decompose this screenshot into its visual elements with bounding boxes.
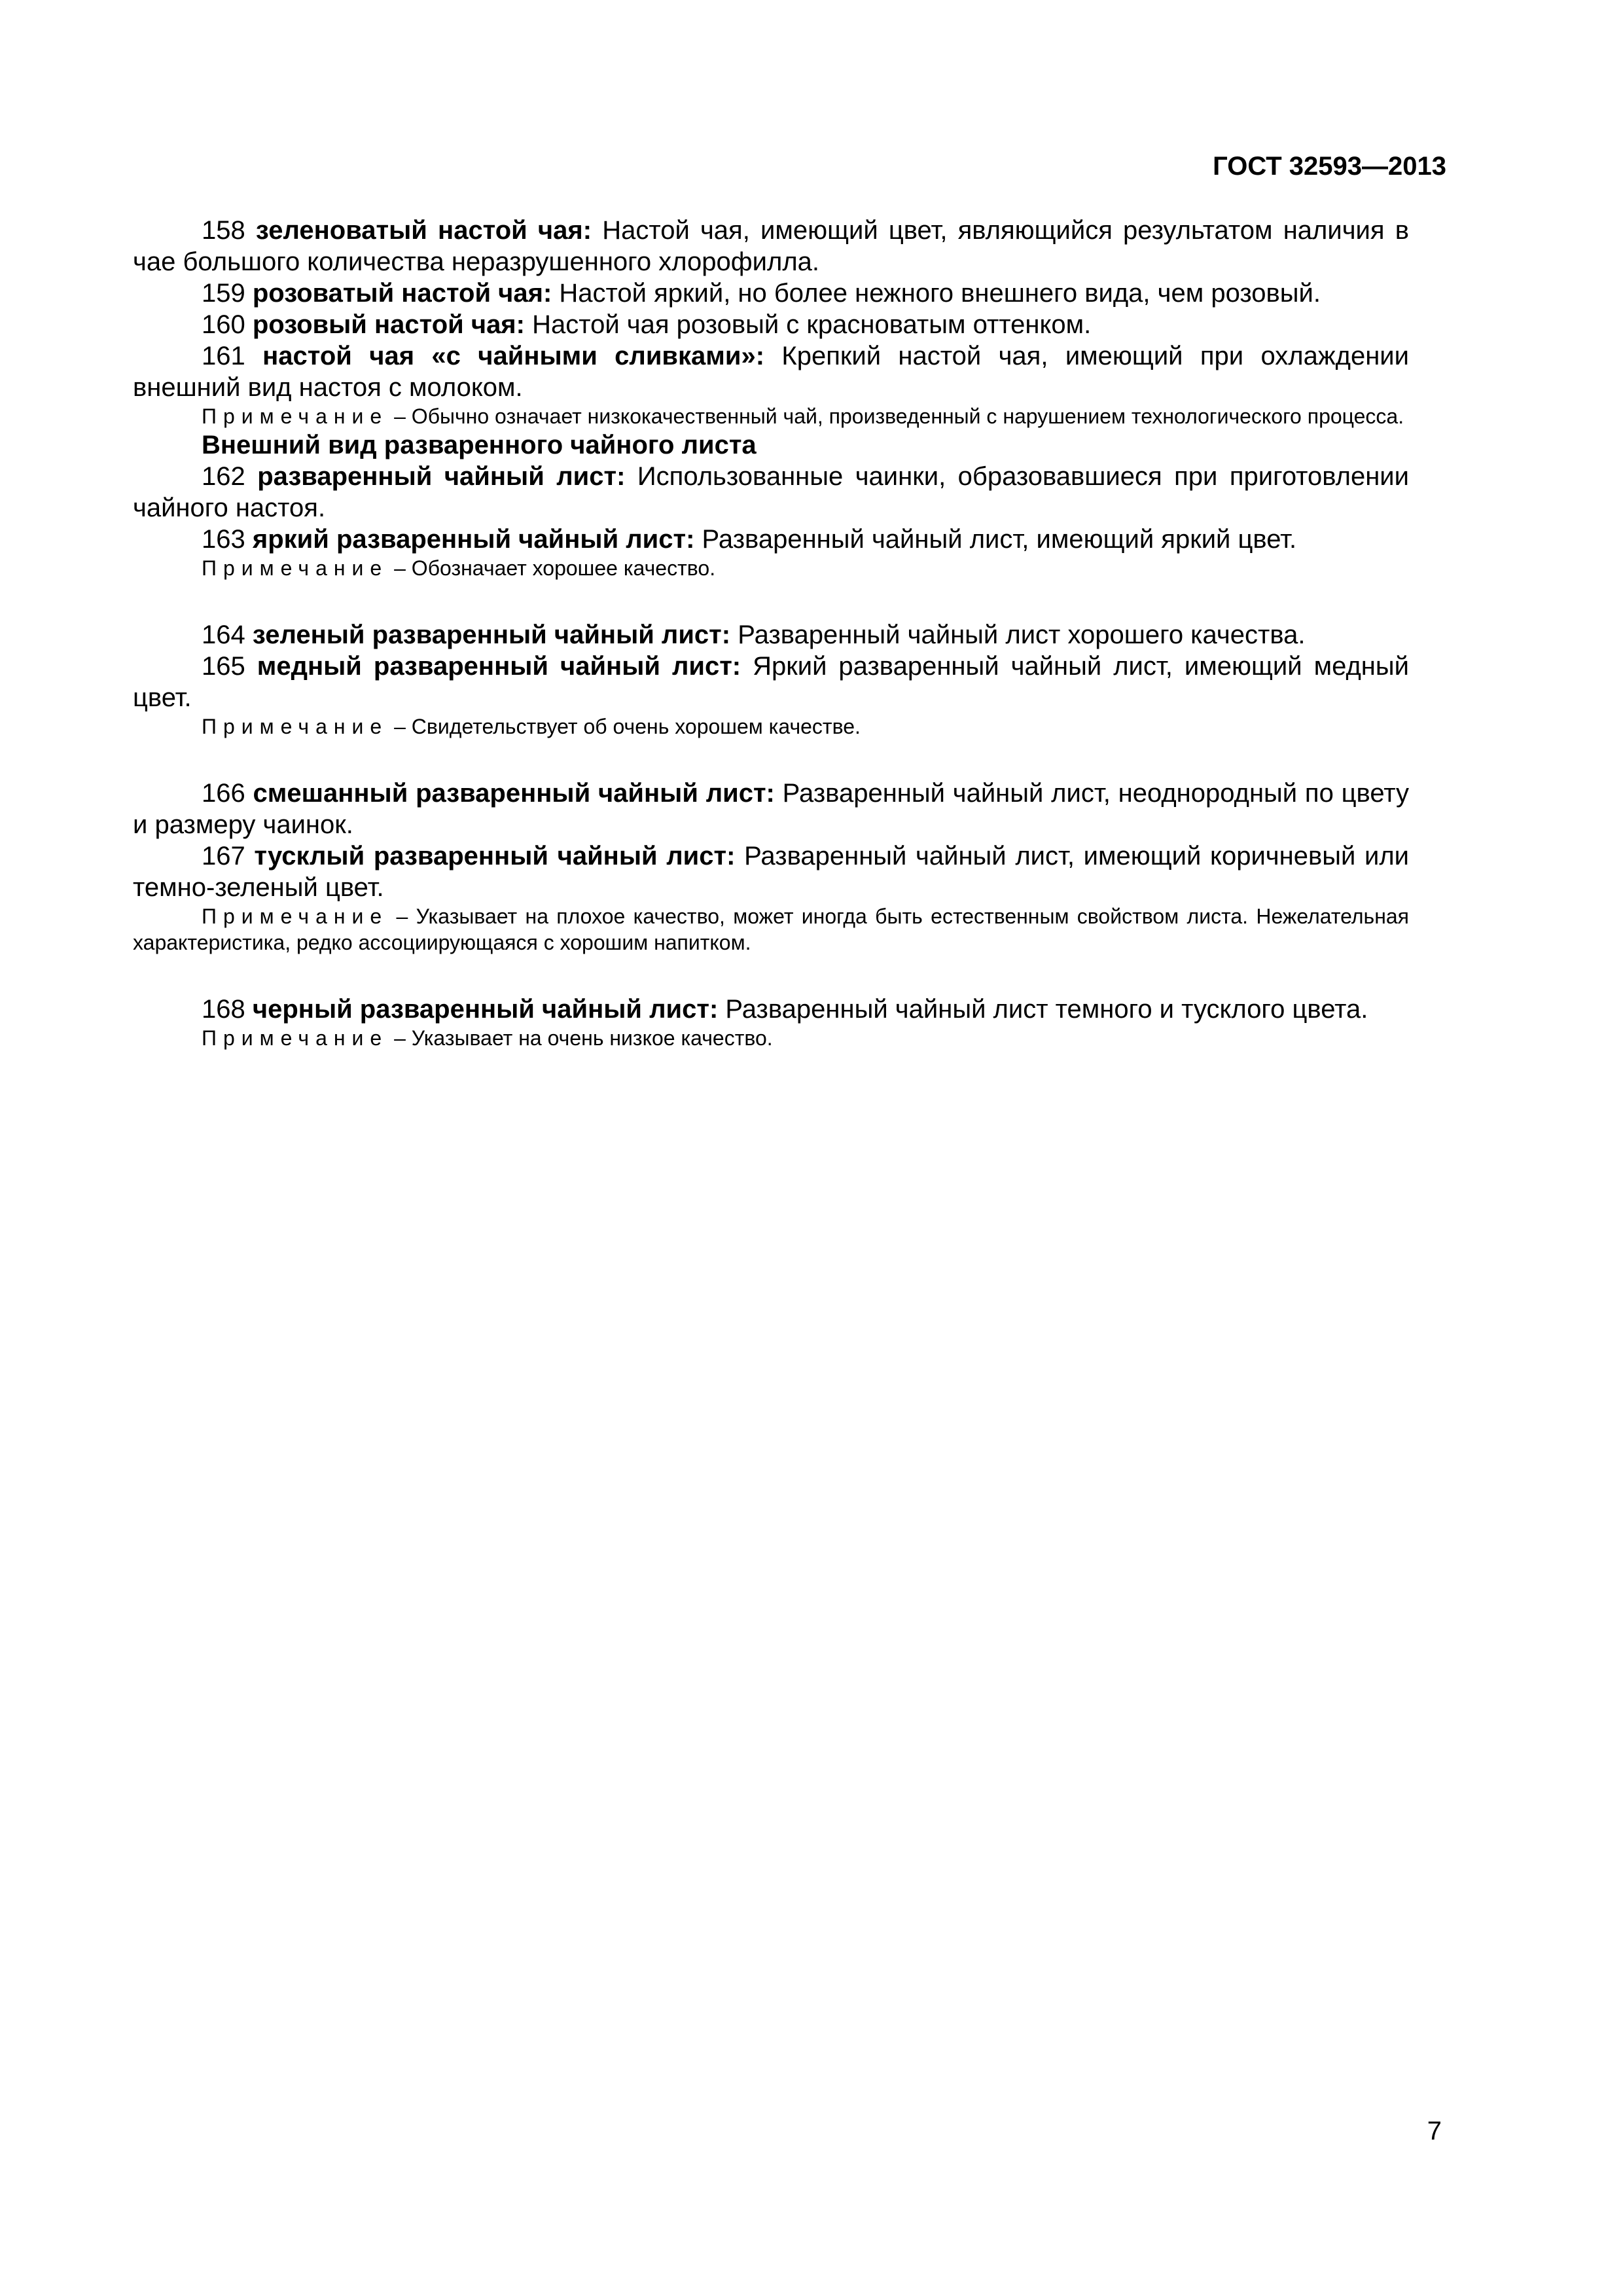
entry-definition: Разваренный чайный лист, имеющий яркий цвет.	[702, 525, 1297, 554]
entry-number: 168	[202, 995, 245, 1024]
note-text: – Указывает на плохое качество, может иногда быть естественным свойством листа. Нежелательная характеристика, редко ассоциирующаяся с хорошим напитком.	[133, 905, 1410, 954]
note-163	[133, 555, 1409, 581]
term-entry-167	[133, 840, 1409, 903]
note-label: Примечание	[202, 905, 389, 928]
note-label: Примечание	[202, 404, 389, 428]
note-text: – Обычно означает низкокачественный чай, произведенный с нарушением технологического процесса.	[394, 404, 1404, 428]
entry-term: розоватый настой чая:	[252, 279, 552, 308]
note-text: – Свидетельствует об очень хорошем качестве.	[394, 715, 861, 738]
note-text: – Обозначает хорошее качество.	[394, 556, 716, 580]
entry-definition: Настой яркий, но более нежного внешнего вида, чем розовый.	[559, 279, 1321, 308]
entry-term: черный разваренный чайный лист:	[252, 995, 719, 1024]
page-number: 7	[1427, 2117, 1442, 2145]
entry-term: медный разваренный чайный лист:	[257, 652, 741, 681]
note-161	[133, 403, 1409, 429]
term-entry-158	[133, 215, 1409, 278]
entry-number: 160	[202, 310, 245, 339]
entry-number: 165	[202, 652, 245, 681]
entry-definition: Использованные чаинки, образовавшиеся при приготовлении чайного настоя.	[133, 462, 1409, 522]
entry-definition: Разваренный чайный лист хорошего качества.	[738, 620, 1306, 649]
entry-number: 163	[202, 525, 245, 554]
entry-definition: Разваренный чайный лист, имеющий коричневый или темно-зеленый цвет.	[133, 842, 1410, 902]
entry-number: 159	[202, 279, 245, 308]
note-label: Примечание	[202, 1026, 389, 1050]
entry-term: зеленый разваренный чайный лист:	[252, 620, 731, 649]
entry-term: яркий разваренный чайный лист:	[252, 525, 695, 554]
note-text: – Указывает на очень низкое качество.	[394, 1026, 773, 1050]
entry-definition: Крепкий настой чая, имеющий при охлаждении внешний вид настоя с молоком.	[133, 342, 1409, 402]
entry-definition: Разваренный чайный лист темного и тусклого цвета.	[725, 995, 1368, 1024]
entry-number: 164	[202, 620, 245, 649]
entry-term: настой чая «с чайными сливками»:	[262, 342, 765, 370]
term-entry-164	[133, 619, 1409, 651]
term-entry-168	[133, 994, 1409, 1025]
entry-definition: Разваренный чайный лист, неоднородный по цвету и размеру чаинок.	[133, 779, 1410, 839]
term-entry-162	[133, 461, 1409, 524]
section-heading: Внешний вид разваренного чайного листа	[202, 431, 757, 459]
note-167	[133, 903, 1409, 956]
entry-definition: Настой чая розовый с красноватым оттенком.	[532, 310, 1092, 339]
entry-term: разваренный чайный лист:	[257, 462, 626, 491]
note-168	[133, 1025, 1409, 1051]
term-entry-161	[133, 340, 1409, 403]
document-body	[133, 215, 1409, 1051]
note-label: Примечание	[202, 715, 389, 738]
term-entry-166	[133, 778, 1409, 840]
entry-term: розовый настой чая:	[252, 310, 525, 339]
standard-header: ГОСТ 32593—2013	[1213, 152, 1446, 181]
entry-term: зеленоватый настой чая:	[255, 216, 592, 245]
entry-term: смешанный разваренный чайный лист:	[253, 779, 775, 808]
entry-term: тусклый разваренный чайный лист:	[254, 842, 736, 870]
term-entry-159	[133, 278, 1409, 309]
term-entry-163	[133, 524, 1409, 555]
term-entry-165	[133, 651, 1409, 713]
entry-definition: Яркий разваренный чайный лист, имеющий медный цвет.	[133, 652, 1409, 712]
note-label: Примечание	[202, 556, 389, 580]
entry-number: 161	[202, 342, 245, 370]
note-165	[133, 713, 1409, 740]
entry-definition: Настой чая, имеющий цвет, являющийся результатом наличия в чае большого количества неразрушенного хлорофилла.	[133, 216, 1409, 276]
entry-number: 158	[202, 216, 245, 245]
entry-number: 162	[202, 462, 245, 491]
entry-number: 166	[202, 779, 245, 808]
entry-number: 167	[202, 842, 245, 870]
term-entry-160	[133, 309, 1409, 340]
